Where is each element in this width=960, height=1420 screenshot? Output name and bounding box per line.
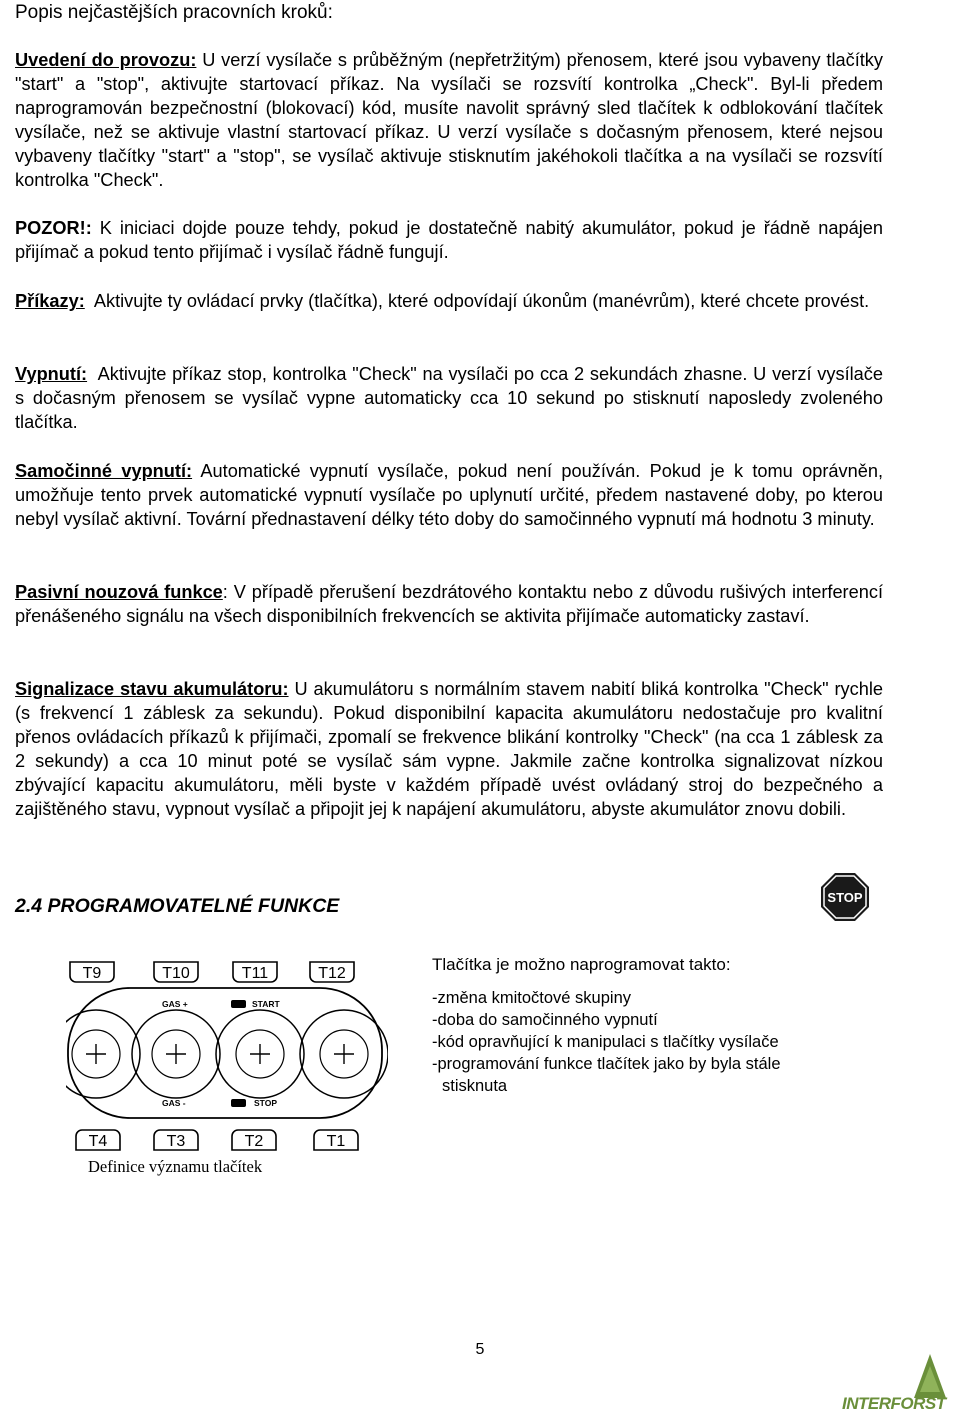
paragraph-heading: Vypnutí: (15, 364, 88, 384)
paragraph-text: U akumulátoru s normálním stavem nabití bliká kontrolka "Check" rychle (s frekvencí 1 záblesk za sekundu). Pokud disponibilní kapacita akumulátoru nedostačuje pro kvalitní přenos ovládacích příkazů k přijímači, zpomalí se frekvence blikání kontrolky "Check" (na cca 1 záblesk za 2 sekundy) a cca 10 minut poté se vysílač sám vypne. Jakmile začne kontrolka signalizovat nízkou zbývající kapacitu akumulátoru, měli byste v každém případě uvést ovládaný stroj do bezpečného a zajištěného stavu, vypnout vysílač a připojit jej k napájení akumulátoru, abyste akumulátor znovu dobili. (15, 679, 883, 819)
bottom-button-labels (76, 1130, 358, 1150)
joystick-right (300, 1010, 388, 1098)
programmable-list (432, 987, 781, 1097)
label-text: T9 (82, 965, 102, 982)
paragraph-heading: Pasivní nouzová funkce (15, 582, 223, 602)
paragraph-text: V případě přerušení bezdrátového kontaktu nebo z důvodu rušivých interferencí přenášeného signálu na všech disponibilních frekvencích se aktivita přijímače automaticky zastaví. (15, 582, 883, 626)
gas-minus-label: GAS - (162, 1098, 186, 1108)
figure-caption: Definice významu tlačítek (88, 1157, 263, 1176)
section-title: 2.4 PROGRAMOVATELNÉ FUNKCE (15, 895, 340, 917)
list-item: -doba do samočinného vypnutí (432, 1011, 658, 1029)
engine-icon (231, 1099, 246, 1107)
paragraph-text: U verzí vysílače s průběžným (nepřetržitým) přenosem, které jsou vybaveny tlačítky "start" a "stop", aktivujte startovací příkaz. Na vysílači se rozsvítí kontrolka „Check". Byl-li předem naprogramován bezpečnostní (blokovací) kód, musíte navolit správný sled tlačítek k odblokování tlačítek vysílače, než se aktivuje vlastní startovací příkaz. U verzí vysílače s dočasným přenosem, které nejsou vybaveny tlačítky "start" a "stop", se vysílač aktivuje stisknutím jakéhokoli tlačítka a na vysílači se rozsvítí kontrolka "Check". (15, 50, 883, 190)
label-text: T4 (88, 1133, 108, 1150)
paragraph-text: K iniciaci dojde pouze tehdy, pokud je dostatečně nabitý akumulátor, pokud je řádně napájen přijímač a pokud tento přijímač i vysílač řádně fungují. (15, 218, 883, 262)
paragraph-text: Automatické vypnutí vysílače, pokud není používán. Pokud je k tomu oprávněn, umožňuje tento prvek automatické vypnutí vysílače po uplynutí určité, předem nastavené doby, po kterou nebyl vysílač aktivní. Tovární přednastavení délky této doby do samočinného vypnutí má hodnotu 3 minuty. (15, 461, 883, 529)
label-text: T2 (244, 1133, 264, 1150)
joystick-left (66, 1010, 140, 1098)
page-title: Popis nejčastějších pracovních kroků: (15, 2, 333, 23)
label-text: T12 (318, 965, 346, 982)
paragraph-heading: Samočinné vypnutí: (15, 461, 193, 481)
transmitter-button-diagram (66, 958, 388, 1154)
paragraph-text: Aktivujte ty ovládací prvky (tlačítka), které odpovídají úkonům (manévrům), které chcete provést. (84, 291, 870, 311)
label-text: T1 (326, 1133, 346, 1150)
stop-label: STOP (254, 1098, 277, 1108)
button-label-t2 (232, 1130, 276, 1150)
gas-plus-label: GAS + (162, 999, 188, 1009)
paragraph-uvedeni (15, 48, 883, 192)
logo-text: INTERFORST (842, 1394, 946, 1413)
interforst-logo (842, 1352, 960, 1420)
button-label-t11 (233, 962, 277, 982)
button-label-t12 (310, 962, 354, 982)
joystick-center-right (216, 1010, 304, 1098)
top-button-labels (70, 962, 354, 982)
button-label-t1 (314, 1130, 358, 1150)
paragraph-prikazy (15, 289, 883, 313)
paragraph-heading: POZOR!: (15, 218, 92, 238)
paragraph-text: Aktivujte příkaz stop, kontrolka "Check" na vysílači po cca 2 sekundách zhasne. U verzí vysílače s dočasným přenosem se vysílač vypne automaticky cca 10 sekund po stisknutí naposledy zvoleného tlačítka. (15, 364, 889, 432)
paragraph-heading: Signalizace stavu akumulátoru: (15, 679, 289, 699)
paragraph-samocinne (15, 459, 883, 531)
paragraph-heading: Příkazy: (15, 291, 85, 311)
label-text: T11 (241, 965, 269, 982)
stop-sign-label: STOP (827, 890, 863, 905)
paragraph-signalizace (15, 677, 883, 821)
button-label-t9 (70, 962, 114, 982)
page-number: 5 (475, 1341, 485, 1358)
list-item: -kód opravňující k manipulaci s tlačítky vysílače (432, 1033, 779, 1051)
paragraph-vypnuti (15, 362, 889, 434)
list-item: stisknuta (442, 1077, 508, 1095)
button-label-t3 (154, 1130, 198, 1150)
engine-icon (231, 1000, 246, 1008)
paragraph-heading: Uvedení do provozu: (15, 50, 197, 70)
stop-sign-icon (820, 872, 870, 922)
label-text: T10 (162, 965, 190, 982)
paragraph-pozor (15, 216, 883, 264)
paragraph-pasivni (15, 580, 883, 628)
start-label: START (252, 999, 280, 1009)
joystick-center-left (132, 1010, 220, 1098)
list-item: -změna kmitočtové skupiny (432, 989, 631, 1007)
button-label-t4 (76, 1130, 120, 1150)
programmable-heading: Tlačítka je možno naprogramovat takto: (432, 955, 731, 974)
button-label-t10 (154, 962, 198, 982)
list-item: -programování funkce tlačítek jako by byla stále (432, 1055, 781, 1073)
label-text: T3 (166, 1133, 186, 1150)
paragraph-heading-colon: : (222, 582, 228, 602)
